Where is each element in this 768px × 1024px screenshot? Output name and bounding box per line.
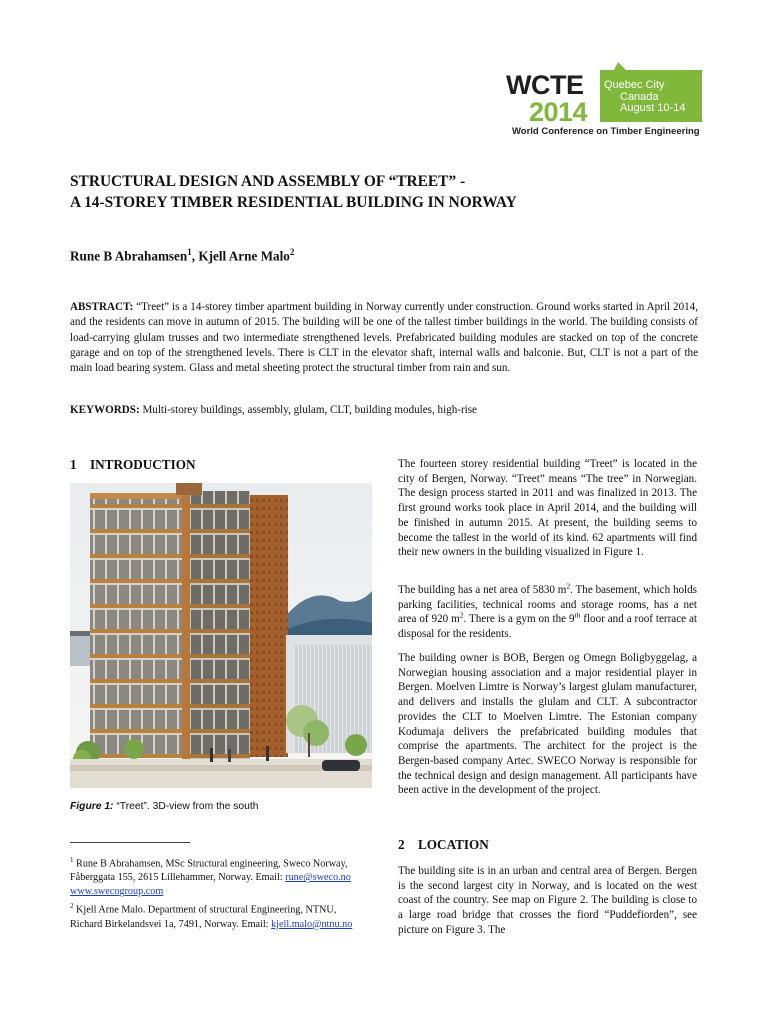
logo-dates: August 10-14	[620, 102, 686, 114]
footnote-2	[70, 899, 370, 931]
paper-title	[70, 171, 710, 213]
title-line-2: A 14-STOREY TIMBER RESIDENTIAL BUILDING IN NORWAY	[70, 194, 517, 211]
abstract-label: ABSTRACT:	[70, 301, 134, 313]
intro-paragraph-3: The building owner is BOB, Bergen og Omegn Boligbyggelag, a Norwegian housing association and a major residential player in Bergen. Moelven Limtre is Norway’s largest glulam manufacturer, and delivers and installs the glulam and CLT. A subcontractor provides the CLT to Moelven Limtre. The Estonian company Kodumaja delivers the prefabricated building modules that comprise the apartments. The architect for the project is the Bergen-based company Artec. SWECO Norway is responsible for the technical design and design management. All participants have been active in the development of the project.	[398, 652, 697, 797]
figure-1-caption	[70, 801, 258, 812]
footnote-text: Rune B Abrahamsen, MSc Structural engineering, Sweco Norway, Fåberggata 155, 2615 Lillehammer, Norway. Email:	[70, 858, 348, 884]
logo-conference-name: World Conference on Timber Engineering	[512, 126, 700, 137]
logo-country: Canada	[620, 90, 659, 103]
footnote-text: Kjell Arne Malo. Department of structural Engineering, NTNU, Richard Birkelandsvei 1a, 7491, Norway. Email:	[70, 904, 337, 930]
footnote-divider	[70, 842, 190, 843]
keywords-text: Multi-storey buildings, assembly, glulam, CLT, building modules, high-rise	[142, 404, 477, 416]
conference-logo	[506, 56, 702, 140]
intro-paragraph-2	[398, 583, 697, 642]
superscript: th	[574, 610, 581, 620]
abstract	[70, 300, 698, 376]
website-link[interactable]: www.swecogroup.com	[70, 886, 164, 898]
section-number: 2	[398, 837, 405, 852]
author-name: Kjell Arne Malo	[198, 248, 290, 264]
title-line-1: STRUCTURAL DESIGN AND ASSEMBLY OF “TREET” -	[70, 173, 466, 190]
intro-paragraph-1: The fourteen storey residential building “Treet” is located in the city of Bergen, Norway. “Treet” means “The tree” in Norwegian. The design process started in 2011 and was finalized in 2013. The first ground works took place in April 2014, and the building will be finished in autumn 2015. At present, the building seems to become the tallest in the world of its kind. 62 apartments will find their new owners in the building visualized in Figure 1.	[398, 458, 697, 559]
figure-label: Figure 1:	[70, 801, 114, 812]
section-heading-introduction	[70, 457, 196, 473]
footnote-1	[70, 853, 370, 899]
text-run: . The basement, which holds parking facilities, technical rooms and storage rooms, has a net area of 920 m	[398, 584, 697, 626]
section-title: LOCATION	[418, 837, 489, 852]
author-mark: 1	[187, 247, 192, 257]
superscript: 2	[566, 581, 571, 591]
keywords	[70, 404, 698, 416]
logo-year: 2014	[529, 97, 588, 127]
superscript: 2	[459, 610, 464, 620]
figure-1-image	[70, 483, 372, 788]
section-heading-location	[398, 837, 489, 853]
authors: Rune B Abrahamsen$^1$, Kjell Arne Malo$^2$	[70, 247, 295, 264]
section-title: INTRODUCTION	[90, 457, 196, 472]
logo-city: Quebec City	[604, 79, 665, 91]
footnote-mark: 1	[70, 856, 74, 864]
logo-wcte: WCTE	[506, 70, 584, 100]
text-run: . There is a gym on the 9	[463, 613, 575, 626]
section-number: 1	[70, 457, 77, 472]
figure-caption-text: “Treet”. 3D-view from the south	[116, 801, 259, 812]
email-link[interactable]: kjell.malo@ntnu.no	[271, 918, 353, 930]
footnotes	[70, 853, 370, 932]
author-name: Rune B Abrahamsen	[70, 248, 188, 264]
author-mark: 2	[289, 247, 295, 257]
abstract-text: “Treet” is a 14-storey timber apartment building in Norway currently under construction. Ground works started in April 2014, and the residents can move in autumn of 2015. The building will be one of the tallest timber buildings in the world. The building consists of load-carrying glulam trusses and two intermediate strengthened levels. Prefabricated building modules are stacked on top of the concrete garage and on top of the strengthened levels. There is CLT in the elevator shaft, internal walls and balconie. But, CLT is not a part of the main load bearing system. Glass and metal sheeting protect the structural timber from rain and sun.	[70, 301, 698, 375]
footnote-mark: 2	[70, 902, 74, 911]
email-link[interactable]: rune@sweco.no	[285, 872, 351, 884]
location-paragraph-1: The building site is in an urban and central area of Bergen. Bergen is the second largest city in Norway, and is located on the west coast of the country. See map on Figure 2. The building is close to a large road bridge that crosses the fiord “Puddefiorden”, see picture on Figure 3. The	[398, 865, 697, 936]
text-run: The building has a net area of 5830 m	[398, 584, 567, 596]
keywords-label: KEYWORDS:	[70, 404, 140, 416]
text-run: floor and a roof terrace at disposal for the residents.	[398, 613, 697, 641]
logo-place	[604, 80, 685, 115]
